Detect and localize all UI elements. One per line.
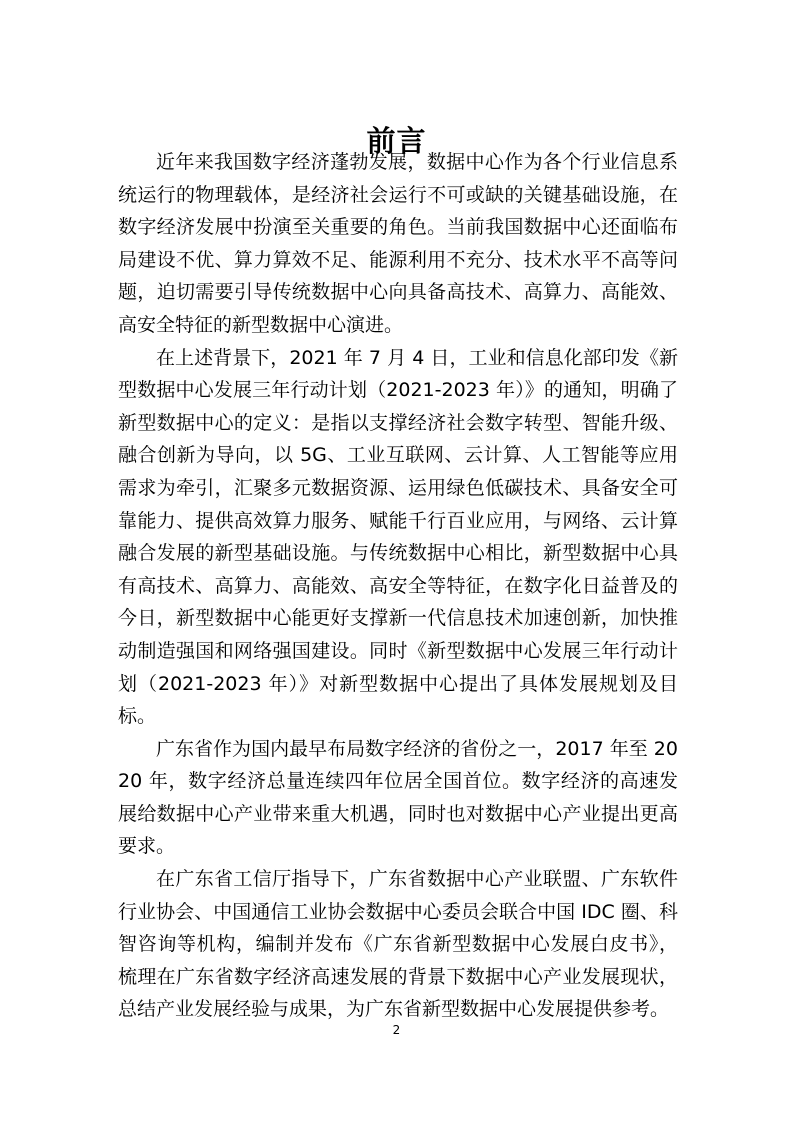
page-number: 2 bbox=[392, 1023, 401, 1037]
preface-body bbox=[118, 146, 678, 1026]
paragraph: 在上述背景下，2021 年 7 月 4 日，工业和信息化部印发《新型数据中心发展三年行动计划（2021-2023 年）》的通知，明确了新型数据中心的定义：是指以支撑经济社会数字转型、智能升级、融合创新为导向，以 5G、工业互联网、云计算、人工智能等应用需求为牵引，汇聚多元数据资源、运用绿色低碳技术、具备安全可靠能力、提供高效算力服务、赋能千行百业应用，与网络、云计算融合发展的新型基础设施。与传统数据中心相比，新型数据中心具有高技术、高算力、高能效、高安全等特征，在数字化日益普及的今日，新型数据中心能更好支撑新一代信息技术加速创新，加快推动制造强国和网络强国建设。同时《新型数据中心发展三年行动计划（2021-2023 年）》对新型数据中心提出了具体发展规划及目标。 bbox=[118, 346, 678, 728]
paragraph: 近年来我国数字经济蓬勃发展，数据中心作为各个行业信息系统运行的物理载体，是经济社会运行不可或缺的关键基础设施，在数字经济发展中扮演至关重要的角色。当前我国数据中心还面临布局建设不优、算力算效不足、能源利用不充分、技术水平不高等问题，迫切需要引导传统数据中心向具备高技术、高算力、高能效、高安全特征的新型数据中心演进。 bbox=[118, 151, 678, 336]
paragraph: 在广东省工信厅指导下，广东省数据中心产业联盟、广东软件行业协会、中国通信工业协会数据中心委员会联合中国 IDC 圈、科智咨询等机构，编制并发布《广东省新型数据中心发展白皮书》，梳理在广东省数字经济高速发展的背景下数据中心产业发展现状，总结产业发展经验与成果，为广东省新型数据中心发展提供参考。 bbox=[118, 868, 678, 1021]
page-title: 前言 bbox=[366, 124, 427, 159]
paragraph: 广东省作为国内最早布局数字经济的省份之一，2017 年至 2020 年，数字经济总量连续四年位居全国首位。数字经济的高速发展给数据中心产业带来重大机遇，同时也对数据中心产业提出更高要求。 bbox=[118, 737, 678, 858]
